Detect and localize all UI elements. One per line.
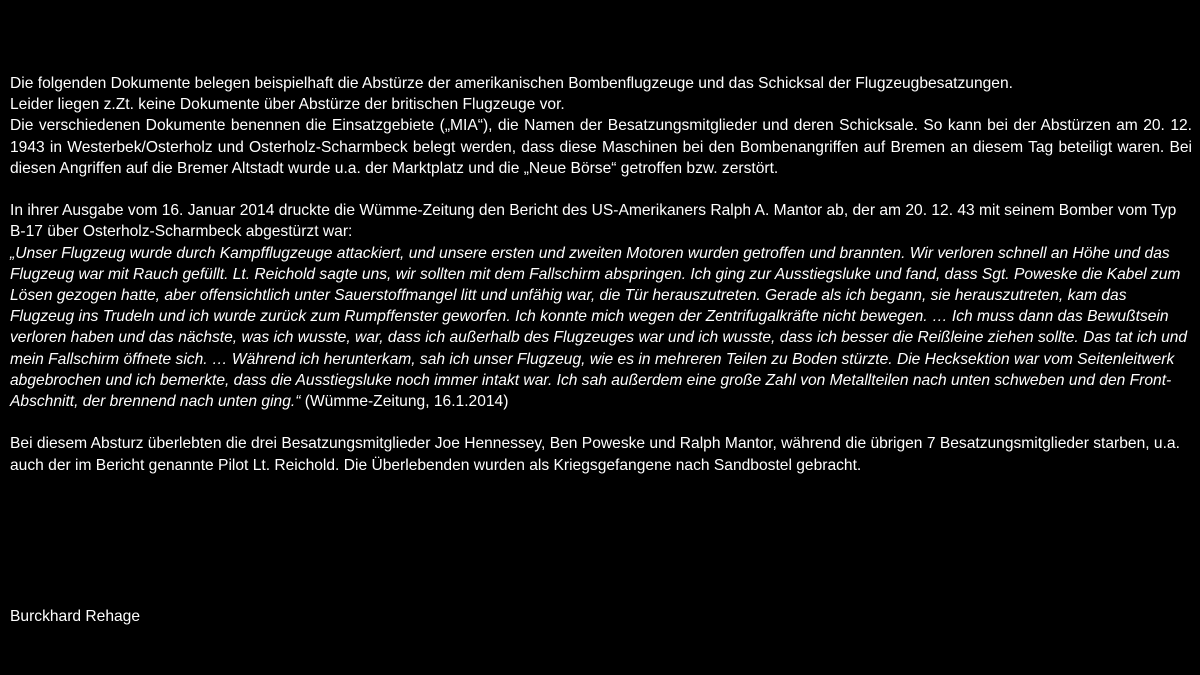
paragraph-spacer [10, 179, 1192, 200]
survivors-paragraph: Bei diesem Absturz überlebten die drei Besatzungsmitglieder Joe Hennessey, Ben Poweske und Ralph Mantor, während die übrigen 7 Besatzungsmitglieder starben, u.a. auch der im Bericht genannte Pilot Lt. Reichold. Die Überlebenden wurden als Kriegsgefangene nach Sandbostel gebracht. [10, 435, 1180, 474]
intro-line-3: Die verschiedenen Dokumente benennen die Einsatzgebiete („MIA“), die Namen der Besatzungsmitglieder und deren Schicksale. So kann bei der Abstürzen am 20. 12. 1943 in Westerbek/Osterholz und Osterholz-Scharmbeck belegt werden, dass diese Maschinen bei den Bombenangriffen auf Bremen an diesem Tag beteiligt waren. Bei diesen Angriffen auf die Bremer Altstadt wurde u.a. der Marktplatz und die „Neue Börse“ getroffen bzw. zerstört. [10, 117, 1192, 177]
intro-line-2: Leider liegen z.Zt. keine Dokumente über Abstürze der britischen Flugzeuge vor. [10, 96, 565, 114]
report-quote-paragraph [10, 243, 1192, 413]
report-source: (Wümme-Zeitung, 16.1.2014) [300, 393, 509, 411]
document-body [10, 73, 1192, 476]
author-name: Burckhard Rehage [10, 608, 141, 625]
paragraph-spacer [10, 412, 1192, 433]
report-quote: „Unser Flugzeug wurde durch Kampfflugzeuge attackiert, und unsere ersten und zweiten Motoren wurden getroffen und brannten. Wir verloren schnell an Höhe und das Flugzeug war mit Rauch gefüllt. Lt. Reichold sagte uns, wir sollten mit dem Fallschirm abspringen. Ich ging zur Ausstiegsluke und fand, dass Sgt. Poweske die Kabel zum Lösen gezogen hatte, aber offensichtlich unter Sauerstoffmangel litt und unfähig war, die Tür herauszutreten. Gerade als ich begann, sie herauszutreten, kam das Flugzeug ins Trudeln und ich wurde zurück zum Rumpffenster geworfen. Ich konnte mich wegen der Zentrifugalkräfte nicht bewegen. … Ich muss dann das Bewußtsein verloren haben und das nächste, was ich wusste, war, dass ich außerhalb des Flugzeuges war und ich wusste, dass ich besser die Reißleine ziehen sollte. Das tat ich und mein Fallschirm öffnete sich. … Während ich herunterkam, sah ich unser Flugzeug, wie es in mehreren Teilen zu Boden stürzte. Die Hecksektion war vom Seitenleitwerk abgebrochen und ich bemerkte, dass die Ausstiegsluke noch immer intakt war. Ich sah außerdem eine große Zahl von Metallteilen nach unten schweben und den Front-Abschnitt, der brennend nach unten ging.“ [10, 244, 1188, 411]
report-intro: In ihrer Ausgabe vom 16. Januar 2014 druckte die Wümme-Zeitung den Bericht des US-Amerikaners Ralph A. Mantor ab, der am 20. 12. 43 mit seinem Bomber vom Typ B-17 über Osterholz-Scharmbeck abgestürzt war: [10, 202, 1177, 241]
intro-line-1: Die folgenden Dokumente belegen beispielhaft die Abstürze der amerikanischen Bombenflugzeuge und das Schicksal der Flugzeugbesatzungen. [10, 75, 1013, 92]
